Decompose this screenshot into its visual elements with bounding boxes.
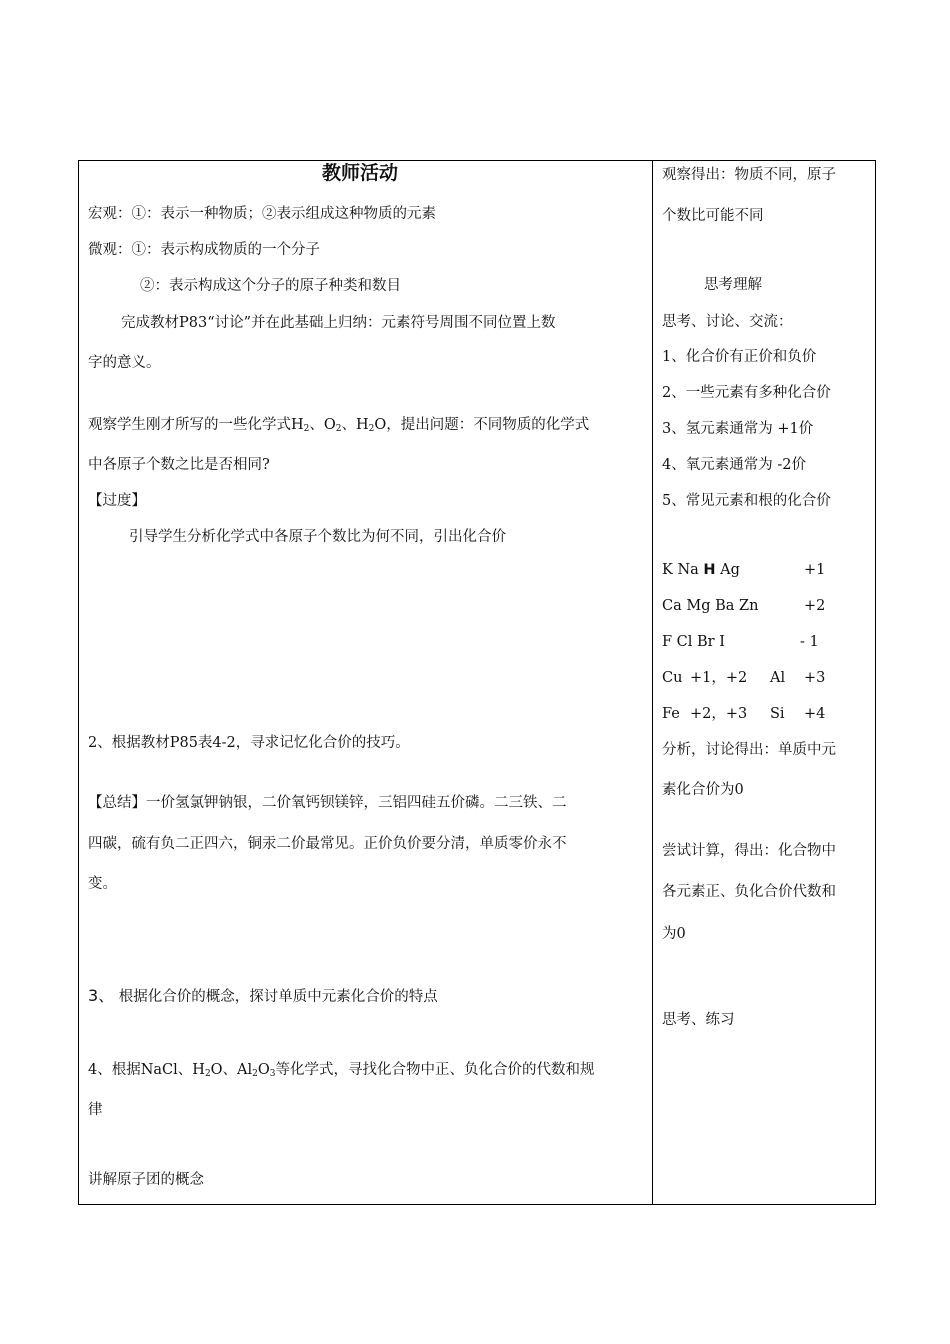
valence-value-1: +1 xyxy=(804,562,826,578)
si-name: Si xyxy=(770,706,785,722)
try-line-3: 为0 xyxy=(662,926,686,942)
fe-name: Fe xyxy=(662,706,680,722)
transition-heading: 【过度】 xyxy=(88,493,146,509)
observe-line-2: 中各原子个数之比是否相同? xyxy=(88,457,270,473)
item-3: 3、 根据化合价的概念，探讨单质中元素化合价的特点 xyxy=(88,986,438,1005)
complete-line-1: 完成教材P83“讨论”并在此基础上归纳：元素符号周围不同位置上数 xyxy=(121,315,556,331)
valence-value-2: +2 xyxy=(804,598,826,614)
discuss-label: 思考、讨论、交流： xyxy=(662,314,793,330)
analyze-line-1: 分析，讨论得出：单质中元 xyxy=(662,742,836,758)
guide-line: 引导学生分析化学式中各原子个数比为何不同，引出化合价 xyxy=(129,529,506,545)
summary-line-3: 变。 xyxy=(88,876,117,892)
summary-line-1: 【总结】一价氢氯钾钠银，二价氧钙钡镁锌，三铝四硅五价磷。二三铁、二 xyxy=(88,795,567,811)
cu-valence: +1，+2 xyxy=(690,670,748,686)
complete-line-2: 字的意义。 xyxy=(88,355,161,371)
point-4: 4、氧元素通常为 -2价 xyxy=(662,457,806,473)
observe-result-1: 观察得出：物质不同，原子 xyxy=(662,167,836,183)
item-4-line-1: 4、根据NaCl、$H_2O$、$Al_2O_3$等化学式，寻找化合物中正、负化合价的代数和规 xyxy=(88,1062,595,1079)
valence-row-1: K Na H Ag xyxy=(662,562,740,578)
item-4-line-2: 律 xyxy=(88,1102,103,1118)
column-title: 教师活动 xyxy=(322,162,399,184)
observe-line-1: 观察学生刚才所写的一些化学式$H_2$、$O_2$、$H_2O$，提出问题：不同物质的化学式 xyxy=(88,417,590,434)
observe-result-2: 个数比可能不同 xyxy=(662,208,764,224)
item-2: 2、根据教材P85表4-2，寻求记忆化合价的技巧。 xyxy=(88,735,410,751)
point-1: 1、化合价有正价和负价 xyxy=(662,349,817,365)
practice-line: 思考、练习 xyxy=(662,1012,735,1028)
si-valence: +4 xyxy=(804,706,826,722)
lesson-table xyxy=(78,160,876,1205)
valence-value-3: - 1 xyxy=(800,634,819,650)
al-valence: +3 xyxy=(804,670,826,686)
point-5: 5、常见元素和根的化合价 xyxy=(662,493,831,509)
summary-line-2: 四碳，硫有负二正四六，铜汞二价最常见。正价负价要分清，单质零价永不 xyxy=(88,836,567,852)
try-line-1: 尝试计算，得出：化合物中 xyxy=(662,843,836,859)
valence-row-2: Ca Mg Ba Zn xyxy=(662,598,759,614)
micro-line-1: 微观：①：表示构成物质的一个分子 xyxy=(88,242,320,258)
point-2: 2、一些元素有多种化合价 xyxy=(662,385,831,401)
column-divider xyxy=(652,161,653,1204)
al-name: Al xyxy=(770,670,786,686)
fe-valence: +2，+3 xyxy=(690,706,748,722)
cu-name: Cu xyxy=(662,670,683,686)
try-line-2: 各元素正、负化合价代数和 xyxy=(662,884,836,900)
analyze-line-2: 素化合价为0 xyxy=(662,782,744,798)
micro-line-2: ②：表示构成这个分子的原子种类和数目 xyxy=(140,278,401,294)
think-label: 思考理解 xyxy=(704,277,762,293)
atom-group-line: 讲解原子团的概念 xyxy=(88,1172,204,1188)
point-3: 3、氢元素通常为 +1价 xyxy=(662,421,814,437)
valence-row-3: F Cl Br I xyxy=(662,634,725,650)
macro-line: 宏观：①：表示一种物质；②表示组成这种物质的元素 xyxy=(88,206,436,222)
